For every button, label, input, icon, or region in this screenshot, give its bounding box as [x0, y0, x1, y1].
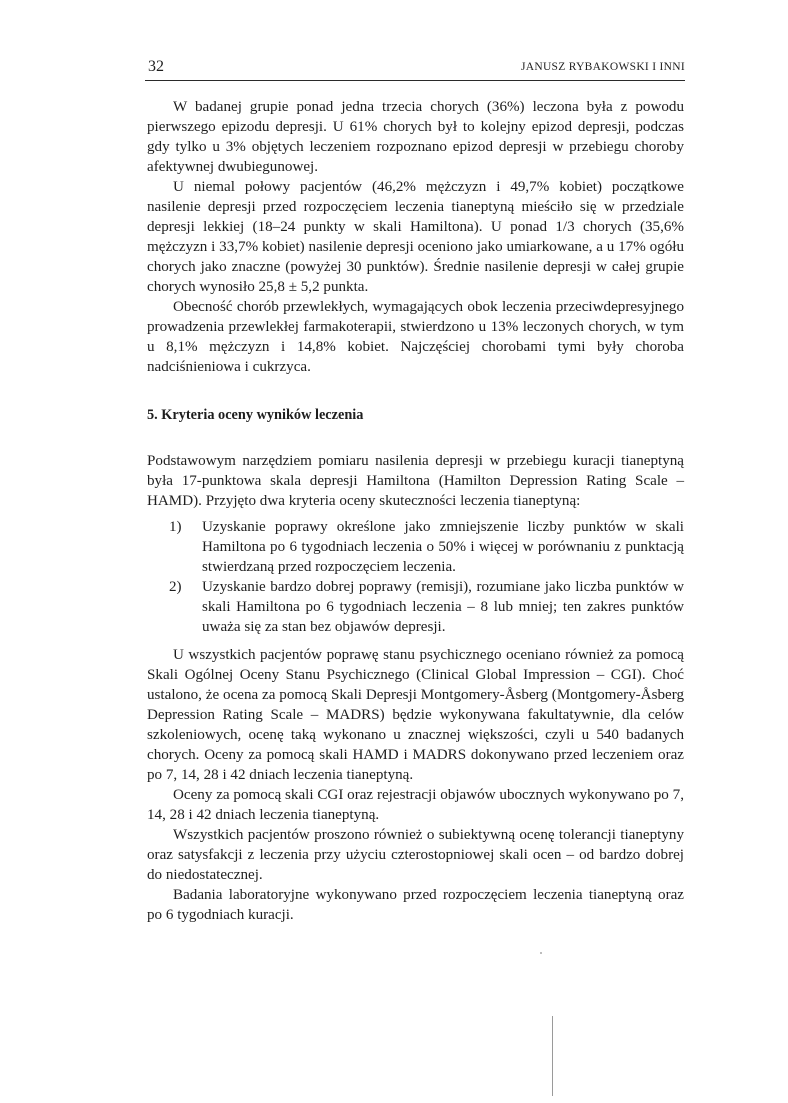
paragraph: Wszystkich pacjentów proszono również o subiektywną ocenę tolerancji tianeptyny oraz satysfakcji z leczenia przy użyciu czterostopniowej skali ocen – od bardzo dobrej do niedostatecznej. [147, 827, 684, 883]
paragraph: Badania laboratoryjne wykonywano przed rozpoczęciem leczenia tianeptyną oraz po 6 tygodniach kuracji. [147, 887, 684, 923]
header-rule [145, 80, 685, 81]
section-heading: 5. Kryteria oceny wyników leczenia [147, 407, 364, 423]
paragraph: Obecność chorób przewlekłych, wymagających obok leczenia przeciwdepresyjnego prowadzenia przewlekłej farmakoterapii, stwierdzono u 13% leczonych chorych, w tym u 8,1% mężczyzn i 14,8% kobiet. Najczęściej chorobami tymi były choroba nadciśnieniowa i cukrzyca. [147, 299, 684, 375]
list-item-text: Uzyskanie bardzo dobrej poprawy (remisji), rozumiane jako liczba punktów w skali Hamiltona po 6 tygodniach leczenia – 8 lub mniej; ten zakres punktów uważa się za stan bez objawów depresji. [202, 579, 684, 635]
list-item-text: Uzyskanie poprawy określone jako zmniejszenie liczby punktów w skali Hamiltona po 6 tygodniach leczenia o 50% i więcej w porównaniu z punktacją stwierdzaną przed rozpoczęciem leczenia. [202, 519, 684, 575]
list-item [169, 517, 684, 577]
running-head: JANUSZ RYBAKOWSKI I INNI [520, 61, 685, 73]
scan-speck [540, 952, 542, 954]
list-item [169, 577, 684, 637]
page-number: 32 [148, 58, 164, 75]
body-text-section [147, 451, 684, 925]
paragraph: U wszystkich pacjentów poprawę stanu psychicznego oceniano również za pomocą Skali Ogólnej Oceny Stanu Psychicznego (Clinical Global Impression – CGI). Choć ustalono, że ocena za pomocą Skali Depresji Montgomery-Åsberg (Montgomery-Åsberg Depression Rating Scale – MADRS) będzie wykonywana fakultatywnie, dla celów szkoleniowych, ocenę taką wykonano u znacznej większości, czyli u 540 badanych chorych. Oceny za pomocą skali HAMD i MADRS dokonywano przed leczeniem oraz po 7, 14, 28 i 42 dniach leczenia tianeptyną. [147, 647, 684, 783]
section-intro: Podstawowym narzędziem pomiaru nasilenia depresji w przebiegu kuracji tianeptyną była 17-punktowa skala depresji Hamiltona (Hamilton Depression Rating Scale – HAMD). Przyjęto dwa kryteria oceny skuteczności leczenia tianeptyną: [147, 453, 684, 509]
paragraph: U niemal połowy pacjentów (46,2% mężczyzn i 49,7% kobiet) początkowe nasilenie depresji przed rozpoczęciem leczenia tianeptyną mieściło się w przedziale depresji lekkiej (18–24 punkty w skali Hamiltona). U ponad 1/3 chorych (35,6% mężczyzn i 33,7% kobiet) nasilenie depresji oceniono jako umiarkowane, a u 17% ogółu chorych jako znaczne (powyżej 30 punktów). Średnie nasilenie depresji w całej grupie chorych wynosiło 25,8 ± 5,2 punkta. [147, 179, 684, 295]
paragraph: W badanej grupie ponad jedna trzecia chorych (36%) leczona była z powodu pierwszego epizodu depresji. U 61% chorych był to kolejny epizod depresji, podczas gdy tylko u 3% objętych leczeniem rozpoznano epizod depresji w przebiegu choroby afektywnej dwubiegunowej. [147, 99, 684, 175]
list-item-number: 1) [169, 519, 182, 535]
page-header [145, 58, 685, 82]
list-item-number: 2) [169, 579, 182, 595]
body-text-top [147, 97, 684, 377]
paragraph: Oceny za pomocą skali CGI oraz rejestracji objawów ubocznych wykonywano po 7, 14, 28 i 42 dniach leczenia tianeptyną. [147, 787, 684, 823]
scan-margin-line [552, 1016, 553, 1096]
criteria-list [147, 517, 684, 637]
